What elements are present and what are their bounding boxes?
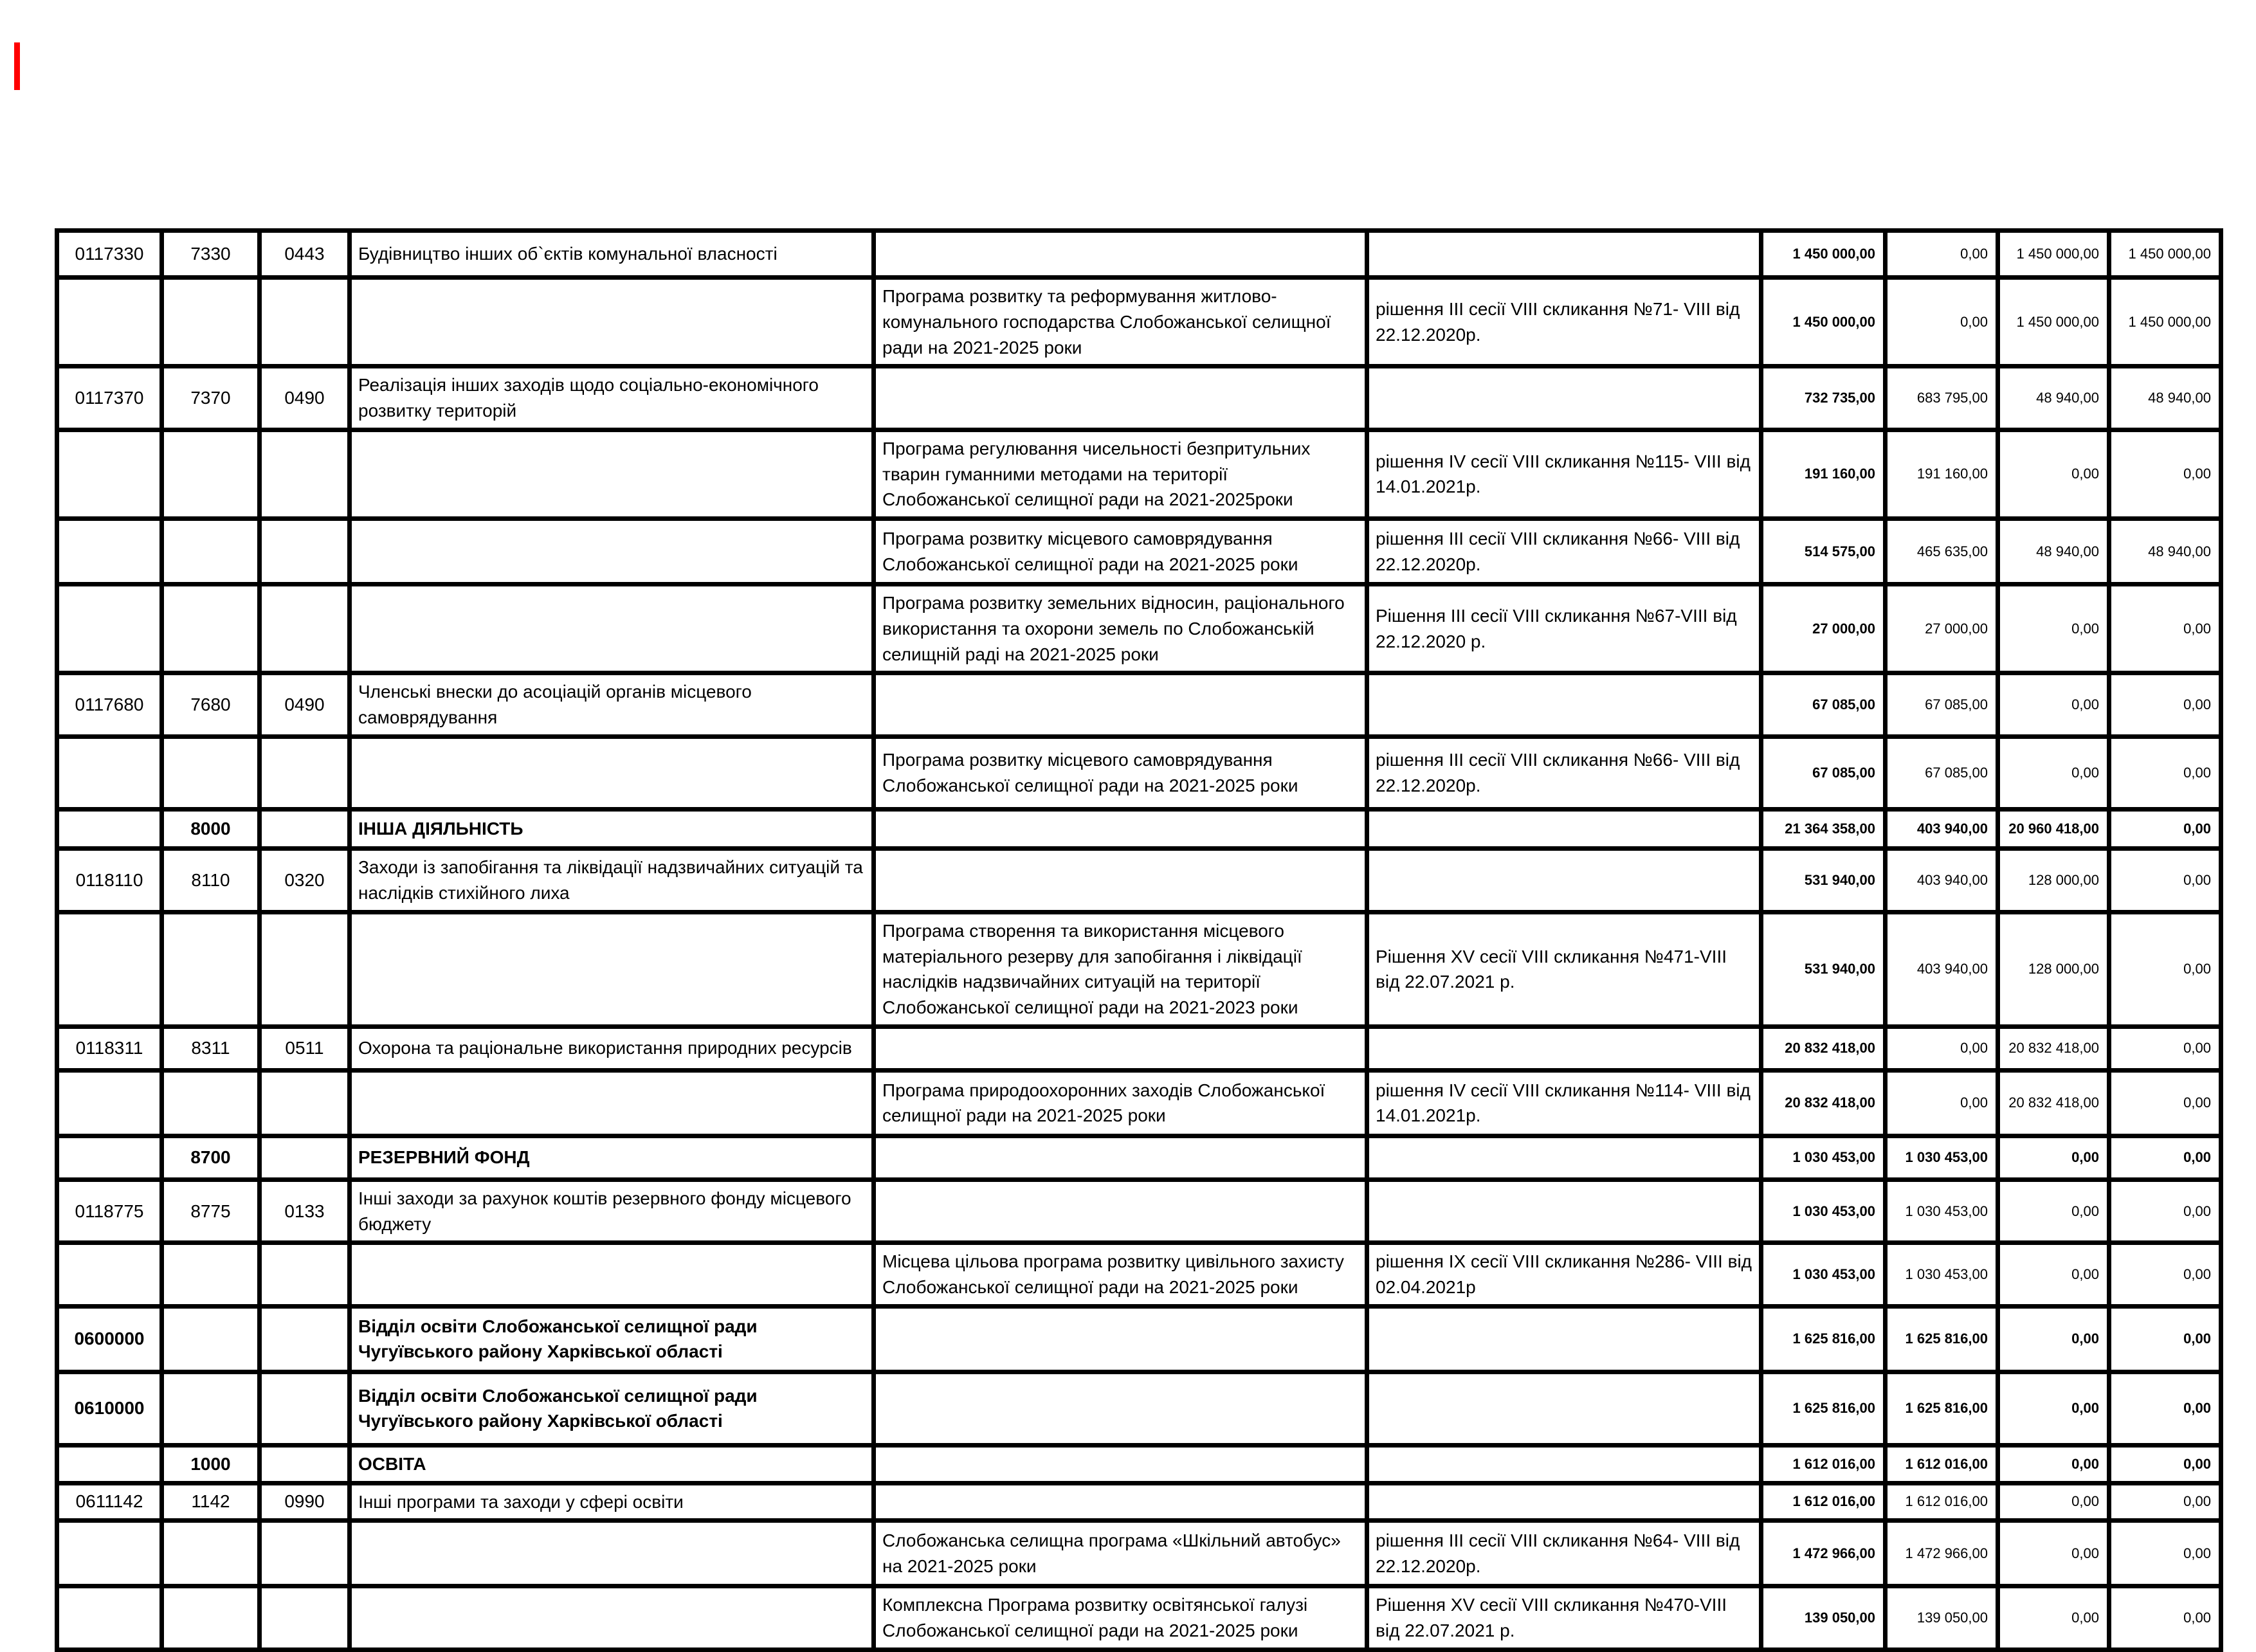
- code-tpkvk-cell: [162, 1586, 260, 1650]
- code-program-cell: [57, 1136, 162, 1179]
- code-program-cell: [57, 1521, 162, 1586]
- amount-special-cell: 0,00: [1998, 1586, 2109, 1650]
- code-fk-cell: [260, 1372, 350, 1445]
- table-row: [57, 519, 2221, 585]
- code-tpkvk-cell: [162, 430, 260, 518]
- description-cell: [350, 1586, 874, 1650]
- program-cell: [874, 1306, 1367, 1372]
- code-fk-cell: 0133: [260, 1179, 350, 1243]
- decision-cell: Рішення XV сесії VIII скликання №471-VIII від 22.07.2021 р.: [1367, 912, 1761, 1026]
- description-cell: [350, 519, 874, 585]
- amount-total-cell: 531 940,00: [1761, 848, 1886, 912]
- amount-total-cell: 21 364 358,00: [1761, 809, 1886, 848]
- table-row: [57, 809, 2221, 848]
- amount-general-cell: 139 050,00: [1886, 1586, 1998, 1650]
- program-cell: [874, 848, 1367, 912]
- decision-cell: [1367, 1136, 1761, 1179]
- amount-general-cell: 403 940,00: [1886, 809, 1998, 848]
- amount-general-cell: 0,00: [1886, 278, 1998, 367]
- code-fk-cell: [260, 1521, 350, 1586]
- code-program-cell: [57, 1243, 162, 1307]
- amount-dev-budget-cell: 1 450 000,00: [2109, 231, 2221, 278]
- decision-cell: [1367, 1026, 1761, 1070]
- amount-general-cell: 1 625 816,00: [1886, 1306, 1998, 1372]
- program-cell: Програма розвитку місцевого самоврядування Слобожанської селищної ради на 2021-2025 роки: [874, 519, 1367, 585]
- amount-total-cell: 1 450 000,00: [1761, 278, 1886, 367]
- code-fk-cell: [260, 278, 350, 367]
- code-program-cell: [57, 519, 162, 585]
- table-row: [57, 736, 2221, 809]
- amount-total-cell: 1 030 453,00: [1761, 1179, 1886, 1243]
- code-fk-cell: [260, 1070, 350, 1136]
- description-cell: Будівництво інших об`єктів комунальної власності: [350, 231, 874, 278]
- code-tpkvk-cell: 7680: [162, 673, 260, 737]
- code-tpkvk-cell: [162, 912, 260, 1026]
- table-row: [57, 848, 2221, 912]
- decision-cell: [1367, 1306, 1761, 1372]
- code-tpkvk-cell: [162, 736, 260, 809]
- code-tpkvk-cell: 7370: [162, 367, 260, 430]
- code-program-cell: 0118775: [57, 1179, 162, 1243]
- amount-dev-budget-cell: 0,00: [2109, 1445, 2221, 1483]
- code-tpkvk-cell: 8110: [162, 848, 260, 912]
- amount-dev-budget-cell: 0,00: [2109, 1372, 2221, 1445]
- code-program-cell: 0117680: [57, 673, 162, 737]
- amount-general-cell: 403 940,00: [1886, 848, 1998, 912]
- amount-total-cell: 514 575,00: [1761, 519, 1886, 585]
- amount-dev-budget-cell: 0,00: [2109, 1243, 2221, 1307]
- program-cell: [874, 673, 1367, 737]
- program-cell: Програма регулювання чисельності безпритульних тварин гуманними методами на території Слобожанської селищної ради на 2021-2025роки: [874, 430, 1367, 518]
- amount-dev-budget-cell: 0,00: [2109, 1586, 2221, 1650]
- amount-dev-budget-cell: 0,00: [2109, 1179, 2221, 1243]
- amount-special-cell: 0,00: [1998, 1483, 2109, 1521]
- program-cell: [874, 1136, 1367, 1179]
- table-row: [57, 1243, 2221, 1307]
- amount-total-cell: 1 612 016,00: [1761, 1445, 1886, 1483]
- code-tpkvk-cell: [162, 278, 260, 367]
- amount-general-cell: 191 160,00: [1886, 430, 1998, 518]
- description-cell: [350, 1521, 874, 1586]
- program-cell: Програма створення та використання місцевого матеріального резерву для запобігання і ліквідації наслідків надзвичайних ситуацій на території Слобожанської селищної ради на 2021-2023 роки: [874, 912, 1367, 1026]
- amount-general-cell: 1 625 816,00: [1886, 1372, 1998, 1445]
- table-row: [57, 430, 2221, 518]
- table-row: [57, 1026, 2221, 1070]
- amount-general-cell: 27 000,00: [1886, 585, 1998, 673]
- table-row: [57, 1372, 2221, 1445]
- amount-special-cell: 0,00: [1998, 1136, 2109, 1179]
- code-program-cell: 0117330: [57, 231, 162, 278]
- program-cell: [874, 231, 1367, 278]
- amount-dev-budget-cell: 0,00: [2109, 809, 2221, 848]
- table-row: [57, 278, 2221, 367]
- program-cell: Програма природоохоронних заходів Слобожанської селищної ради на 2021-2025 роки: [874, 1070, 1367, 1136]
- amount-general-cell: 1 030 453,00: [1886, 1179, 1998, 1243]
- description-cell: [350, 1243, 874, 1307]
- code-fk-cell: [260, 1243, 350, 1307]
- code-program-cell: 0118110: [57, 848, 162, 912]
- code-fk-cell: [260, 1445, 350, 1483]
- amount-total-cell: 1 030 453,00: [1761, 1136, 1886, 1179]
- code-program-cell: [57, 809, 162, 848]
- code-program-cell: 0118311: [57, 1026, 162, 1070]
- amount-total-cell: 20 832 418,00: [1761, 1026, 1886, 1070]
- amount-total-cell: 531 940,00: [1761, 912, 1886, 1026]
- amount-dev-budget-cell: 0,00: [2109, 1026, 2221, 1070]
- decision-cell: [1367, 809, 1761, 848]
- code-program-cell: [57, 585, 162, 673]
- amount-special-cell: 0,00: [1998, 1521, 2109, 1586]
- amount-general-cell: 1 472 966,00: [1886, 1521, 1998, 1586]
- code-tpkvk-cell: [162, 585, 260, 673]
- decision-cell: Рішення III сесії VIII скликання №67-VIII від 22.12.2020 р.: [1367, 585, 1761, 673]
- code-program-cell: [57, 430, 162, 518]
- decision-cell: рішення III сесії VIII скликання №64- VIII від 22.12.2020р.: [1367, 1521, 1761, 1586]
- program-cell: Програма розвитку місцевого самоврядування Слобожанської селищної ради на 2021-2025 роки: [874, 736, 1367, 809]
- amount-dev-budget-cell: 48 940,00: [2109, 519, 2221, 585]
- amount-dev-budget-cell: 0,00: [2109, 736, 2221, 809]
- amount-general-cell: 0,00: [1886, 1026, 1998, 1070]
- table-row: [57, 1483, 2221, 1521]
- code-program-cell: [57, 1586, 162, 1650]
- amount-special-cell: 0,00: [1998, 1179, 2109, 1243]
- program-cell: [874, 1026, 1367, 1070]
- table-row: [57, 1070, 2221, 1136]
- code-fk-cell: [260, 430, 350, 518]
- amount-general-cell: 0,00: [1886, 1070, 1998, 1136]
- code-tpkvk-cell: 8775: [162, 1179, 260, 1243]
- amount-special-cell: 1 450 000,00: [1998, 278, 2109, 367]
- table-row: [57, 1179, 2221, 1243]
- table-row: [57, 912, 2221, 1026]
- description-cell: [350, 430, 874, 518]
- amount-dev-budget-cell: 0,00: [2109, 673, 2221, 737]
- code-program-cell: [57, 1070, 162, 1136]
- code-fk-cell: 0990: [260, 1483, 350, 1521]
- amount-total-cell: 67 085,00: [1761, 673, 1886, 737]
- amount-special-cell: 0,00: [1998, 430, 2109, 518]
- code-fk-cell: [260, 1586, 350, 1650]
- code-tpkvk-cell: [162, 1521, 260, 1586]
- amount-total-cell: 1 472 966,00: [1761, 1521, 1886, 1586]
- amount-total-cell: 1 612 016,00: [1761, 1483, 1886, 1521]
- amount-special-cell: 20 832 418,00: [1998, 1070, 2109, 1136]
- code-tpkvk-cell: [162, 519, 260, 585]
- amount-dev-budget-cell: 0,00: [2109, 430, 2221, 518]
- code-tpkvk-cell: [162, 1306, 260, 1372]
- code-fk-cell: 0511: [260, 1026, 350, 1070]
- decision-cell: рішення III сесії VIII скликання №71- VIII від 22.12.2020р.: [1367, 278, 1761, 367]
- amount-total-cell: 20 832 418,00: [1761, 1070, 1886, 1136]
- amount-special-cell: 20 832 418,00: [1998, 1026, 2109, 1070]
- program-cell: Комплексна Програма розвитку освітянської галузі Слобожанської селищної ради на 2021-2025 роки: [874, 1586, 1367, 1650]
- description-cell: [350, 736, 874, 809]
- description-cell: [350, 278, 874, 367]
- code-fk-cell: [260, 809, 350, 848]
- decision-cell: рішення IV сесії VIII скликання №115- VIII від 14.01.2021р.: [1367, 430, 1761, 518]
- code-program-cell: [57, 278, 162, 367]
- description-cell: ОСВІТА: [350, 1445, 874, 1483]
- code-fk-cell: [260, 1306, 350, 1372]
- decision-cell: рішення IX сесії VIII скликання №286- VIII від 02.04.2021р: [1367, 1243, 1761, 1307]
- amount-general-cell: 67 085,00: [1886, 673, 1998, 737]
- table-row: [57, 1445, 2221, 1483]
- description-cell: Заходи із запобігання та ліквідації надзвичайних ситуацій та наслідків стихійного лиха: [350, 848, 874, 912]
- amount-general-cell: 0,00: [1886, 231, 1998, 278]
- description-cell: Членські внески до асоціацій органів місцевого самоврядування: [350, 673, 874, 737]
- amount-general-cell: 67 085,00: [1886, 736, 1998, 809]
- amount-total-cell: 732 735,00: [1761, 367, 1886, 430]
- code-tpkvk-cell: [162, 1372, 260, 1445]
- code-tpkvk-cell: 1000: [162, 1445, 260, 1483]
- amount-total-cell: 67 085,00: [1761, 736, 1886, 809]
- amount-total-cell: 1 625 816,00: [1761, 1306, 1886, 1372]
- decision-cell: [1367, 367, 1761, 430]
- description-cell: [350, 585, 874, 673]
- table-row: [57, 231, 2221, 278]
- code-program-cell: 0610000: [57, 1372, 162, 1445]
- table-row: [57, 1306, 2221, 1372]
- code-tpkvk-cell: 8311: [162, 1026, 260, 1070]
- amount-total-cell: 1 030 453,00: [1761, 1243, 1886, 1307]
- amount-special-cell: 128 000,00: [1998, 912, 2109, 1026]
- amount-total-cell: 1 625 816,00: [1761, 1372, 1886, 1445]
- amount-total-cell: 27 000,00: [1761, 585, 1886, 673]
- code-fk-cell: [260, 585, 350, 673]
- program-cell: Місцева цільова програма розвитку цивільного захисту Слобожанської селищної ради на 2021-2025 роки: [874, 1243, 1367, 1307]
- code-program-cell: 0117370: [57, 367, 162, 430]
- table-row: [57, 673, 2221, 737]
- code-program-cell: [57, 1445, 162, 1483]
- table-row: [57, 585, 2221, 673]
- amount-dev-budget-cell: 0,00: [2109, 1483, 2221, 1521]
- description-cell: Відділ освіти Слобожанської селищної ради Чугуївського району Харківської області: [350, 1372, 874, 1445]
- table-row: [57, 367, 2221, 430]
- program-cell: [874, 1179, 1367, 1243]
- amount-special-cell: 0,00: [1998, 673, 2109, 737]
- amount-dev-budget-cell: 48 940,00: [2109, 367, 2221, 430]
- decision-cell: [1367, 1372, 1761, 1445]
- decision-cell: [1367, 1445, 1761, 1483]
- amount-special-cell: 20 960 418,00: [1998, 809, 2109, 848]
- amount-general-cell: 1 030 453,00: [1886, 1136, 1998, 1179]
- code-fk-cell: [260, 1136, 350, 1179]
- amount-general-cell: 403 940,00: [1886, 912, 1998, 1026]
- program-cell: [874, 809, 1367, 848]
- description-cell: [350, 1070, 874, 1136]
- code-tpkvk-cell: 1142: [162, 1483, 260, 1521]
- amount-special-cell: 0,00: [1998, 1445, 2109, 1483]
- budget-table: [55, 228, 2223, 1652]
- amount-special-cell: 0,00: [1998, 1372, 2109, 1445]
- description-cell: Охорона та раціональне використання природних ресурсів: [350, 1026, 874, 1070]
- amount-total-cell: 191 160,00: [1761, 430, 1886, 518]
- decision-cell: [1367, 1179, 1761, 1243]
- description-cell: Реалізація інших заходів щодо соціально-економічного розвитку територій: [350, 367, 874, 430]
- amount-dev-budget-cell: 0,00: [2109, 585, 2221, 673]
- table-row: [57, 1521, 2221, 1586]
- amount-general-cell: 1 612 016,00: [1886, 1483, 1998, 1521]
- description-cell: [350, 912, 874, 1026]
- amount-general-cell: 1 612 016,00: [1886, 1445, 1998, 1483]
- amount-special-cell: 48 940,00: [1998, 367, 2109, 430]
- code-tpkvk-cell: 8700: [162, 1136, 260, 1179]
- red-marker: [14, 42, 20, 90]
- program-cell: [874, 1445, 1367, 1483]
- decision-cell: [1367, 231, 1761, 278]
- code-fk-cell: 0443: [260, 231, 350, 278]
- decision-cell: рішення III сесії VIII скликання №66- VIII від 22.12.2020р.: [1367, 736, 1761, 809]
- program-cell: Слобожанська селищна програма «Шкільний автобус» на 2021-2025 роки: [874, 1521, 1367, 1586]
- amount-general-cell: 465 635,00: [1886, 519, 1998, 585]
- code-tpkvk-cell: 8000: [162, 809, 260, 848]
- code-fk-cell: 0320: [260, 848, 350, 912]
- description-cell: ІНША ДІЯЛЬНІСТЬ: [350, 809, 874, 848]
- decision-cell: [1367, 673, 1761, 737]
- amount-general-cell: 683 795,00: [1886, 367, 1998, 430]
- program-cell: [874, 367, 1367, 430]
- description-cell: Інші заходи за рахунок коштів резервного фонду місцевого бюджету: [350, 1179, 874, 1243]
- code-fk-cell: [260, 736, 350, 809]
- code-fk-cell: [260, 912, 350, 1026]
- code-tpkvk-cell: [162, 1070, 260, 1136]
- code-program-cell: [57, 912, 162, 1026]
- amount-special-cell: 1 450 000,00: [1998, 231, 2109, 278]
- table-row: [57, 1136, 2221, 1179]
- decision-cell: рішення IV сесії VIII скликання №114- VIII від 14.01.2021р.: [1367, 1070, 1761, 1136]
- amount-special-cell: 0,00: [1998, 736, 2109, 809]
- amount-dev-budget-cell: 0,00: [2109, 1521, 2221, 1586]
- amount-dev-budget-cell: 0,00: [2109, 848, 2221, 912]
- code-fk-cell: 0490: [260, 367, 350, 430]
- decision-cell: Рішення XV сесії VIII скликання №470-VIII від 22.07.2021 р.: [1367, 1586, 1761, 1650]
- amount-dev-budget-cell: 1 450 000,00: [2109, 278, 2221, 367]
- amount-total-cell: 1 450 000,00: [1761, 231, 1886, 278]
- code-program-cell: 0600000: [57, 1306, 162, 1372]
- program-cell: Програма розвитку земельних відносин, раціонального використання та охорони земель по Слобожанській селищній раді на 2021-2025 роки: [874, 585, 1367, 673]
- table-row: [57, 1586, 2221, 1650]
- code-program-cell: 0611142: [57, 1483, 162, 1521]
- code-tpkvk-cell: [162, 1243, 260, 1307]
- code-fk-cell: 0490: [260, 673, 350, 737]
- amount-dev-budget-cell: 0,00: [2109, 912, 2221, 1026]
- code-tpkvk-cell: 7330: [162, 231, 260, 278]
- description-cell: Відділ освіти Слобожанської селищної ради Чугуївського району Харківської області: [350, 1306, 874, 1372]
- amount-dev-budget-cell: 0,00: [2109, 1136, 2221, 1179]
- decision-cell: [1367, 1483, 1761, 1521]
- decision-cell: [1367, 848, 1761, 912]
- amount-dev-budget-cell: 0,00: [2109, 1306, 2221, 1372]
- amount-special-cell: 48 940,00: [1998, 519, 2109, 585]
- program-cell: [874, 1483, 1367, 1521]
- program-cell: Програма розвитку та реформування житлово-комунального господарства Слобожанської селищної ради на 2021-2025 роки: [874, 278, 1367, 367]
- amount-dev-budget-cell: 0,00: [2109, 1070, 2221, 1136]
- program-cell: [874, 1372, 1367, 1445]
- amount-special-cell: 128 000,00: [1998, 848, 2109, 912]
- amount-special-cell: 0,00: [1998, 1306, 2109, 1372]
- description-cell: Інші програми та заходи у сфері освіти: [350, 1483, 874, 1521]
- code-program-cell: [57, 736, 162, 809]
- decision-cell: рішення III сесії VIII скликання №66- VIII від 22.12.2020р.: [1367, 519, 1761, 585]
- amount-total-cell: 139 050,00: [1761, 1586, 1886, 1650]
- amount-special-cell: 0,00: [1998, 1243, 2109, 1307]
- code-fk-cell: [260, 519, 350, 585]
- description-cell: РЕЗЕРВНИЙ ФОНД: [350, 1136, 874, 1179]
- amount-general-cell: 1 030 453,00: [1886, 1243, 1998, 1307]
- amount-special-cell: 0,00: [1998, 585, 2109, 673]
